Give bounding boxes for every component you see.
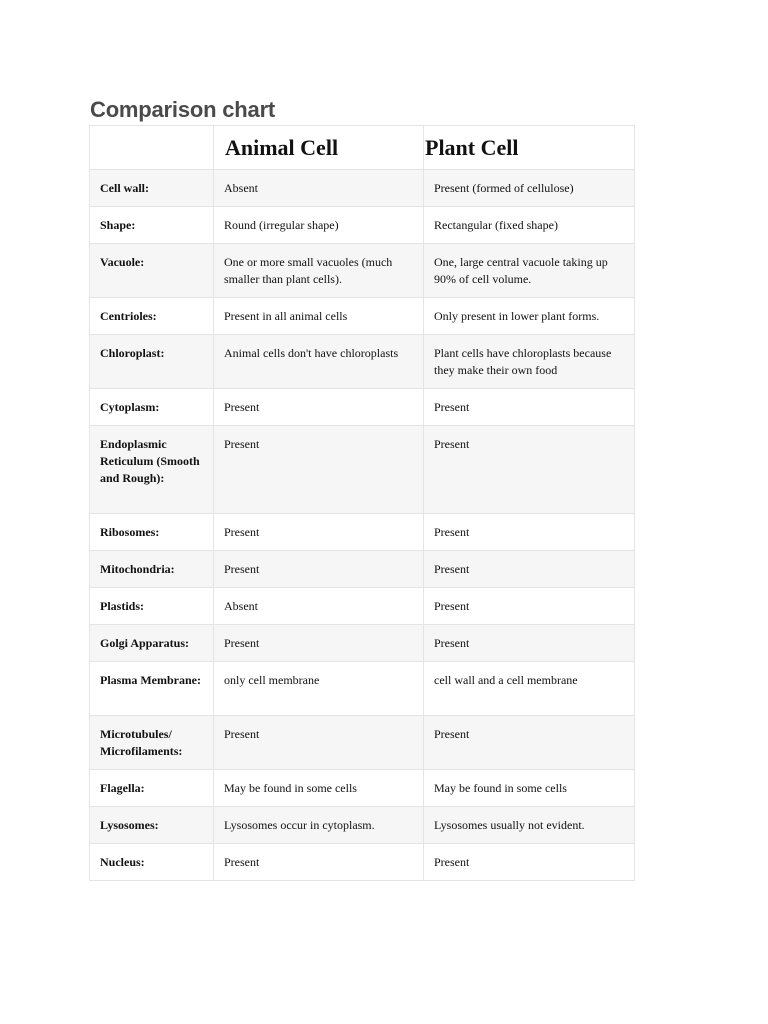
animal-cell-value: only cell membrane xyxy=(214,662,424,716)
plant-cell-value: Present (formed of cellulose) xyxy=(424,170,635,207)
animal-cell-value: One or more small vacuoles (much smaller than plant cells). xyxy=(214,244,424,298)
feature-label: Mitochondria: xyxy=(90,551,214,588)
feature-label: Plasma Membrane: xyxy=(90,662,214,716)
plant-cell-value: Present xyxy=(424,551,635,588)
table-row xyxy=(90,335,635,389)
plant-cell-value: cell wall and a cell membrane xyxy=(424,662,635,716)
animal-cell-column-header: Animal Cell xyxy=(214,126,424,170)
feature-label: Nucleus: xyxy=(90,844,214,881)
animal-cell-value: Lysosomes occur in cytoplasm. xyxy=(214,807,424,844)
feature-label: Endoplasmic Reticulum (Smooth and Rough): xyxy=(90,426,214,514)
table-row xyxy=(90,807,635,844)
animal-cell-value: Present xyxy=(214,551,424,588)
comparison-table xyxy=(89,125,635,881)
feature-label: Centrioles: xyxy=(90,298,214,335)
table-row xyxy=(90,844,635,881)
animal-cell-value: Present in all animal cells xyxy=(214,298,424,335)
plant-cell-value: Present xyxy=(424,588,635,625)
animal-cell-value: Absent xyxy=(214,588,424,625)
animal-cell-value: Absent xyxy=(214,170,424,207)
animal-cell-value: Present xyxy=(214,625,424,662)
table-row xyxy=(90,588,635,625)
feature-label: Vacuole: xyxy=(90,244,214,298)
plant-cell-column-header: Plant Cell xyxy=(424,126,635,170)
table-header-row xyxy=(90,126,635,170)
table-row xyxy=(90,716,635,770)
plant-cell-value: One, large central vacuole taking up 90% of cell volume. xyxy=(424,244,635,298)
feature-label: Ribosomes: xyxy=(90,514,214,551)
table-row xyxy=(90,625,635,662)
animal-cell-value: Round (irregular shape) xyxy=(214,207,424,244)
feature-label: Chloroplast: xyxy=(90,335,214,389)
table-row xyxy=(90,389,635,426)
plant-cell-value: Lysosomes usually not evident. xyxy=(424,807,635,844)
table-row xyxy=(90,207,635,244)
table-row xyxy=(90,298,635,335)
animal-cell-value: Present xyxy=(214,426,424,514)
feature-label: Shape: xyxy=(90,207,214,244)
table-row xyxy=(90,551,635,588)
animal-cell-value: Present xyxy=(214,844,424,881)
table-row xyxy=(90,244,635,298)
animal-cell-value: Present xyxy=(214,389,424,426)
table-row xyxy=(90,170,635,207)
feature-label: Golgi Apparatus: xyxy=(90,625,214,662)
animal-cell-value: May be found in some cells xyxy=(214,770,424,807)
plant-cell-value: Plant cells have chloroplasts because they make their own food xyxy=(424,335,635,389)
plant-cell-value: Present xyxy=(424,716,635,770)
table-row xyxy=(90,770,635,807)
plant-cell-value: Present xyxy=(424,389,635,426)
plant-cell-value: May be found in some cells xyxy=(424,770,635,807)
feature-label: Cell wall: xyxy=(90,170,214,207)
animal-cell-value: Present xyxy=(214,514,424,551)
table-row xyxy=(90,426,635,514)
feature-label: Lysosomes: xyxy=(90,807,214,844)
plant-cell-value: Rectangular (fixed shape) xyxy=(424,207,635,244)
page-title: Comparison chart xyxy=(90,97,276,122)
plant-cell-value: Only present in lower plant forms. xyxy=(424,298,635,335)
plant-cell-value: Present xyxy=(424,625,635,662)
plant-cell-value: Present xyxy=(424,426,635,514)
animal-cell-value: Animal cells don't have chloroplasts xyxy=(214,335,424,389)
plant-cell-value: Present xyxy=(424,844,635,881)
feature-column-header xyxy=(90,126,214,170)
feature-label: Microtubules/ Microfilaments: xyxy=(90,716,214,770)
plant-cell-value: Present xyxy=(424,514,635,551)
feature-label: Plastids: xyxy=(90,588,214,625)
animal-cell-value: Present xyxy=(214,716,424,770)
table-row xyxy=(90,662,635,716)
feature-label: Flagella: xyxy=(90,770,214,807)
feature-label: Cytoplasm: xyxy=(90,389,214,426)
table-row xyxy=(90,514,635,551)
